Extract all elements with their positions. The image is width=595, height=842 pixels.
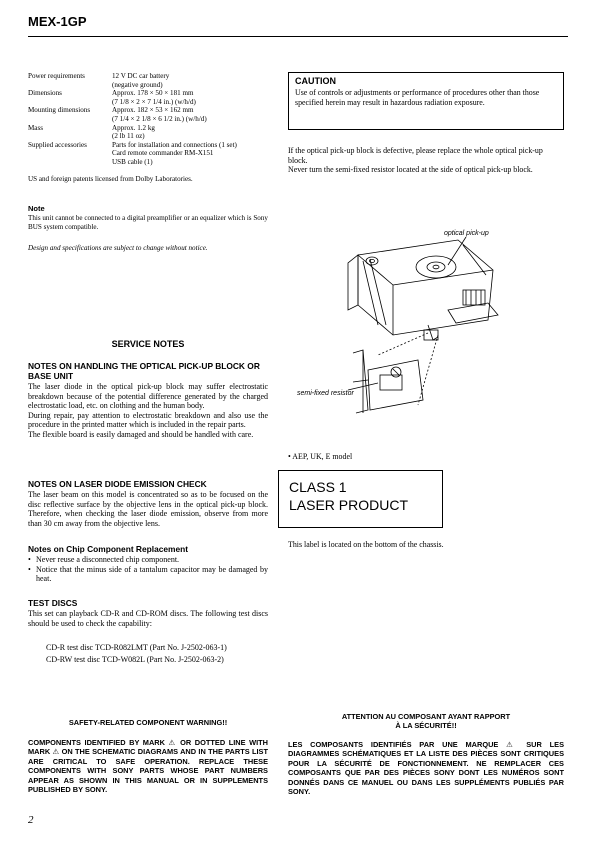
safety-warning-text: COMPONENTS IDENTIFIED BY MARK ⚠ OR DOTTED LINE WITH MARK ⚠ ON THE SCHEMATIC DIAGRAMS AND IN THE PARTS LIST ARE CRITICAL TO SAFE OPERATION. REPLACE THESE COMPONENTS WITH SONY PARTS WHOSE PART NUMBERS APPEAR AS SHOWN IN THIS MANUAL OR IN SUPPLEMENTS PUBLISHED BY SONY. <box>28 738 268 795</box>
semi-fixed-resistor-label: semi-fixed resistor <box>297 390 354 397</box>
pickup-paragraph-1: If the optical pick-up block is defective, please replace the whole optical pick-up block. <box>288 146 543 165</box>
handling-paragraph-1: The laser diode in the optical pick-up block may suffer electrostatic breakdown because of the potential difference generated by the charged electrostatic load, etc. on clothing and the human body. <box>28 382 268 411</box>
pickup-instructions <box>288 146 558 175</box>
note-title: Note <box>28 204 45 213</box>
chip-list <box>28 555 268 584</box>
design-note: Design and specifications are subject to change without notice. <box>28 244 208 252</box>
spec-label: Dimensions <box>28 89 62 98</box>
model-region-note: • AEP, UK, E model <box>288 452 353 461</box>
patents-text: US and foreign patents licensed from Dolby Laboratories. <box>28 174 193 183</box>
laser-check-text: The laser beam on this model is concentrated so as to be focused on the disc reflective surface by the objective lens in the optical pick-up block. Therefore, when checking the laser diode emission, observe from more than 30 cm away from the objective lens. <box>28 490 268 528</box>
label-location-note: This label is located on the bottom of the chassis. <box>288 540 444 549</box>
spec-value: (7 1/4 × 2 1/8 × 6 1/2 in.) (w/h/d) <box>112 114 207 123</box>
spec-value: (2 lb 11 oz) <box>112 132 145 141</box>
chip-heading: Notes on Chip Component Replacement <box>28 544 189 554</box>
spec-label: Power requirements <box>28 72 85 80</box>
spec-value: (7 1/8 × 2 × 7 1/4 in.) (w/h/d) <box>112 97 196 106</box>
list-item: • Never reuse a disconnected chip component. <box>28 555 268 565</box>
laser-check-heading: NOTES ON LASER DIODE EMISSION CHECK <box>28 479 207 489</box>
attention-title-line-2: À LA SÉCURITÉ!! <box>395 721 457 730</box>
spec-value: USB cable (1) <box>112 157 153 166</box>
handling-heading: NOTES ON HANDLING THE OPTICAL PICK-UP BLOCK OR BASE UNIT <box>28 361 260 381</box>
caution-title: CAUTION <box>295 76 336 86</box>
spec-value: Card remote commander RM-X151 <box>112 149 214 158</box>
spec-row <box>28 72 268 89</box>
spec-row <box>28 124 268 141</box>
spec-value: Approx. 182 × 53 × 162 mm <box>112 106 194 115</box>
spec-row <box>28 89 268 106</box>
spec-label: Supplied accessories <box>28 140 87 149</box>
attention-title <box>288 712 564 730</box>
service-notes-title: SERVICE NOTES <box>111 339 185 349</box>
attention-title-line-1: ATTENTION AU COMPOSANT AYANT RAPPORT <box>341 712 511 721</box>
optical-pickup-illustration <box>288 225 568 425</box>
safety-warning-title: SAFETY-RELATED COMPONENT WARNING!! <box>68 718 228 727</box>
test-discs-heading: TEST DISCS <box>28 598 78 608</box>
class-1-laser-label <box>278 470 443 528</box>
caution-text: Use of controls or adjustments or performance of procedures other than those specified herein may result in hazardous radiation exposure. <box>295 88 540 107</box>
header-rule <box>28 36 568 37</box>
spec-value: Approx. 1.2 kg <box>112 123 155 132</box>
pickup-paragraph-2: Never turn the semi-fixed resistor located at the side of optical pick-up block. <box>288 165 533 175</box>
test-disc-1: CD-R test disc TCD-R082LMT (Part No. J-2502-063-1) <box>46 643 227 652</box>
spec-row <box>28 106 268 123</box>
spec-value: (negative ground) <box>112 80 163 89</box>
optical-pickup-label: optical pick-up <box>444 230 489 237</box>
spec-label: Mass <box>28 123 43 132</box>
handling-paragraph-2: During repair, pay attention to electrostatic breakdown and also use the procedure in the printed matter which is included in the repair parts. <box>28 410 268 430</box>
specifications <box>28 72 268 183</box>
spec-value: 12 V DC car battery <box>112 72 170 80</box>
spec-value: Approx. 178 × 50 × 181 mm <box>112 89 194 98</box>
spec-label: Mounting dimensions <box>28 106 91 115</box>
spec-value: Parts for installation and connections (1 set) <box>112 140 237 149</box>
test-discs-text: This set can playback CD-R and CD-ROM discs. The following test discs should be used to check the capability: <box>28 609 268 628</box>
attention-text: LES COMPOSANTS IDENTIFIÉS PAR UNE MARQUE ⚠ SUR LES DIAGRAMMES SCHÉMATIQUES ET LA LISTE DES PIÈCES SONT CRITIQUES POUR LA SÉCURITÉ DE FONCTIONNEMENT. NE REMPLACER CES COMPOSANTS QUE PAR DES PIÈCES SONY DONT LES NUMÉROS SONT DONNÉS DANS CE MANUEL OU DANS LES SUPPLÉMENTS PUBLIÉS PAR SONY. <box>288 740 564 797</box>
list-item: • Notice that the minus side of a tantalum capacitor may be damaged by heat. <box>28 565 268 584</box>
handling-text <box>28 382 268 440</box>
test-disc-2: CD-RW test disc TCD-W082L (Part No. J-2502-063-2) <box>46 655 224 664</box>
laser-product-line: LASER PRODUCT <box>289 497 409 513</box>
note-text: This unit cannot be connected to a digital preamplifier or an equalizer which is Sony BUS system compatible. <box>28 214 268 231</box>
handling-paragraph-3: The flexible board is easily damaged and should be handled with care. <box>28 429 254 439</box>
spec-row <box>28 141 268 167</box>
laser-class-line: CLASS 1 <box>289 479 347 495</box>
page-number: 2 <box>28 814 34 826</box>
caution-box <box>288 72 564 130</box>
model-title: MEX-1GP <box>28 14 87 29</box>
